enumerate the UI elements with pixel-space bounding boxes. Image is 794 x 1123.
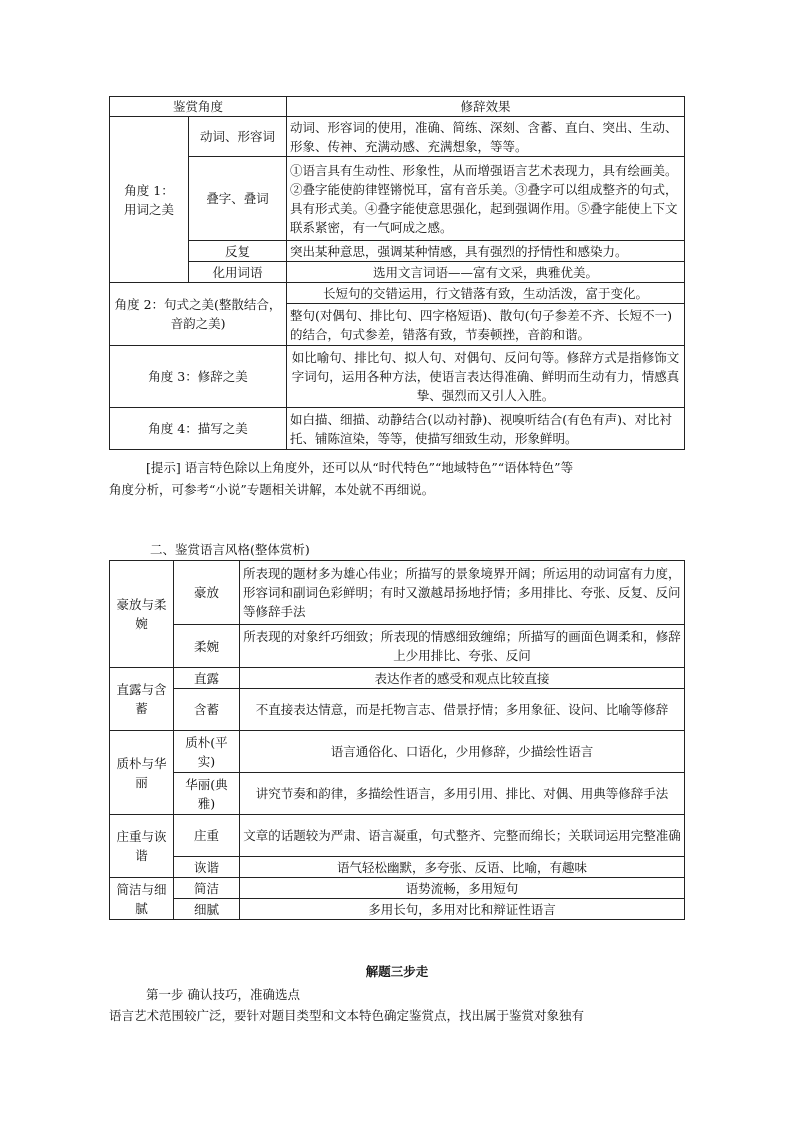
style-concise: 简洁	[174, 878, 240, 899]
sub-allusion: 化用词语	[189, 262, 287, 283]
style-graceful: 柔婉	[174, 625, 240, 668]
style-bold: 豪放	[174, 561, 240, 625]
style-direct: 直露	[174, 668, 240, 689]
style-solemn-desc: 文章的话题较为严肃、语言凝重，句式整齐、完整而绵长；关联词运用完整准确	[240, 815, 685, 857]
style-delicate-desc: 多用长句，多用对比和辩证性语言	[240, 899, 685, 920]
step1-title: 第一步 确认技巧，准确选点	[146, 987, 300, 1002]
effect-repetition: 突出某种意思，强调某种情感，具有强烈的抒情性和感染力。	[287, 241, 685, 262]
sub-reduplication: 叠字、叠词	[189, 157, 287, 241]
style-humorous-desc: 语气轻松幽默，多夸张、反语、比喻，有趣味	[240, 857, 685, 878]
style-bold-desc: 所表现的题材多为雄心伟业；所描写的景象境界开阔；所运用的动词富有力度，形容词和副词色彩鲜明；有时又激越昂扬地抒情；多用排比、夸张、反复、反问等修辞手法	[240, 561, 685, 625]
style-ornate: 华丽(典雅)	[174, 773, 240, 815]
style-plain-desc: 语言通俗化、口语化，少用修辞，少描绘性语言	[240, 731, 685, 773]
style-concise-desc: 语势流畅，多用短句	[240, 878, 685, 899]
style-graceful-desc: 所表现的对象纤巧细致；所表现的情感细致缠绵；所描写的画面色调柔和，修辞上少用排比、夸张、反问	[240, 625, 685, 668]
angle2-effect-2: 整句(对偶句、排比句、四字格短语)、散句(句子参差不齐、长短不一)的结合，句式参差，错落有致，节奏顿挫，音韵和谐。	[287, 304, 685, 346]
style-implicit: 含蓄	[174, 689, 240, 731]
style-humorous: 诙谐	[174, 857, 240, 878]
style-implicit-desc: 不直接表达情意，而是托物言志、借景抒情；多用象征、设问、比喻等修辞	[240, 689, 685, 731]
group-solemn-humorous: 庄重与诙谐	[110, 815, 174, 878]
effect-allusion: 选用文言词语——富有文采，典雅优美。	[287, 262, 685, 283]
angle3-effect: 如比喻句、排比句、拟人句、对偶句、反问句等。修辞方式是指修饰文字词句，运用各种方法，使语言表达得准确、鲜明而生动有力，情感真挚、强烈而又引人入胜。	[287, 346, 685, 408]
style-direct-desc: 表达作者的感受和观点比较直接	[240, 668, 685, 689]
section3-title: 解题三步走	[365, 964, 429, 979]
effect-reduplication: ①语言具有生动性、形象性，从而增强语言艺术表现力，具有绘画美。②叠字能使韵律铿锵悦耳，富有音乐美。③叠字可以组成整齐的句式，具有形式美。④叠字能使意思强化，起到强调作用。⑤叠字能使上下文联系紧密，有一气呵成之感。	[287, 157, 685, 241]
header-effect: 修辞效果	[287, 97, 685, 117]
style-table	[109, 560, 685, 920]
style-plain: 质朴(平实)	[174, 731, 240, 773]
angle4-effect: 如白描、细描、动静结合(以动衬静)、视嗅听结合(有色有声)、对比衬托、铺陈渲染，等等，使描写细致生动，形象鲜明。	[287, 408, 685, 450]
angle4-label: 角度 4：描写之美	[110, 408, 287, 450]
style-delicate: 细腻	[174, 899, 240, 920]
angle3-label: 角度 3：修辞之美	[110, 346, 287, 408]
header-angle: 鉴赏角度	[110, 97, 287, 117]
effect-verbs: 动词、形容词的使用，准确、简练、深刻、含蓄、直白、突出、生动、形象、传神、充满动感、充满想象，等等。	[287, 117, 685, 157]
angle2-effect-1: 长短句的交错运用，行文错落有致，生动活泼，富于变化。	[287, 283, 685, 304]
angle1-label: 角度 1： 用词之美	[110, 117, 189, 283]
step1-text: 语言艺术范围较广泛，要针对题目类型和文本特色确定鉴赏点，找出属于鉴赏对象独有	[109, 1008, 585, 1023]
group-direct-implicit: 直露与含蓄	[110, 668, 174, 731]
style-ornate-desc: 讲究节奏和韵律，多描绘性语言，多用引用、排比、对偶、用典等修辞手法	[240, 773, 685, 815]
group-plain-ornate: 质朴与华丽	[110, 731, 174, 815]
group-concise-delicate: 简洁与细腻	[110, 878, 174, 920]
style-solemn: 庄重	[174, 815, 240, 857]
tip-line-2: 角度分析，可参考“小说”专题相关讲解，本处就不再细说。	[109, 482, 435, 497]
section2-title: 二、鉴赏语言风格(整体赏析)	[150, 542, 310, 557]
angle2-label: 角度 2：句式之美(整散结合，音韵之美)	[110, 283, 287, 346]
sub-repetition: 反复	[189, 241, 287, 262]
sub-verbs: 动词、形容词	[189, 117, 287, 157]
rhetoric-table	[109, 96, 685, 450]
tip-line-1: [提示] 语言特色除以上角度外，还可以从“时代特色”“地域特色”“语体特色”等	[146, 460, 574, 475]
group-bold-graceful: 豪放与柔婉	[110, 561, 174, 668]
